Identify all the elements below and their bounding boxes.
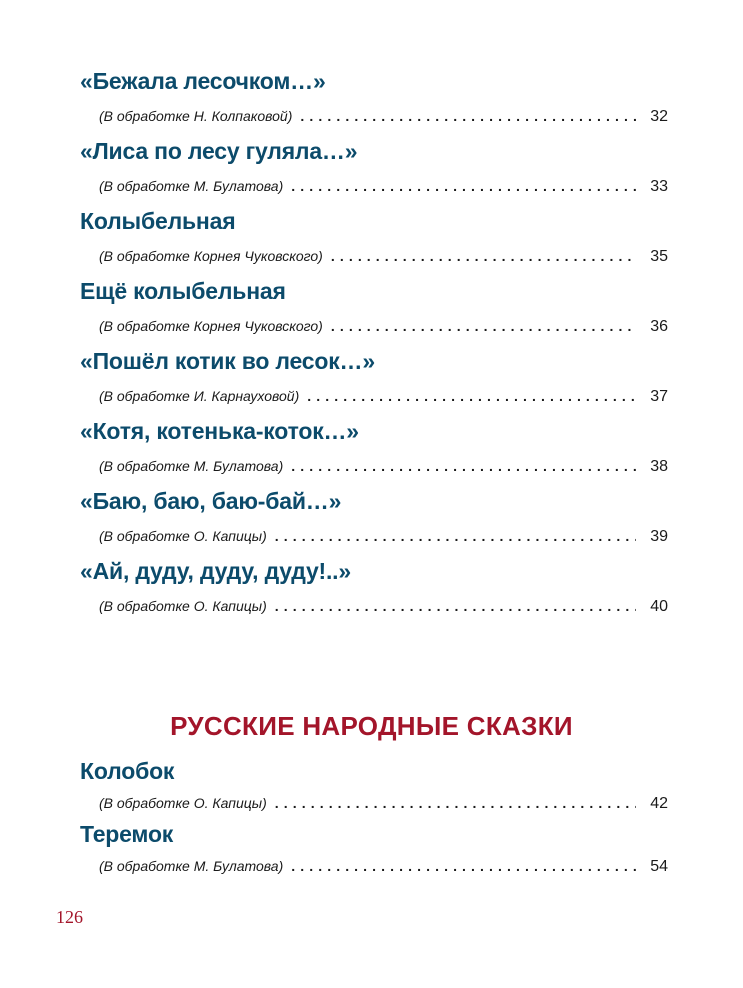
toc-entry[interactable] <box>80 756 668 819</box>
toc-entry-page: 37 <box>650 388 668 405</box>
toc-entry-line <box>80 787 668 819</box>
dot-leader <box>331 308 636 344</box>
dot-leader <box>275 787 636 819</box>
dot-leader <box>275 518 636 554</box>
toc-entry-line <box>80 448 668 484</box>
toc-entry-title: «Лиса по лесу гуляла…» <box>80 138 358 164</box>
toc-entry-credit: (В обработке М. Булатова) <box>99 858 284 874</box>
toc-entry-credit: (В обработке О. Капицы) <box>99 528 267 544</box>
dot-leader <box>291 448 636 484</box>
toc-entry-title: «Ай, дуду, дуду, дуду!..» <box>80 558 351 584</box>
toc-entry-credit: (В обработке И. Карнауховой) <box>99 388 300 404</box>
dot-leader <box>291 168 636 204</box>
toc-entry-line <box>80 588 668 624</box>
dot-leader <box>307 378 636 414</box>
toc-entry-title: Ещё колыбельная <box>80 278 286 304</box>
toc-entry[interactable] <box>80 204 668 274</box>
toc-entry-page: 36 <box>650 318 668 335</box>
toc-entry-page: 33 <box>650 178 668 195</box>
toc-entry-credit: (В обработке О. Капицы) <box>99 598 267 614</box>
dot-leader <box>291 850 636 882</box>
toc-entry[interactable] <box>80 819 668 882</box>
toc-entry-page: 54 <box>650 858 668 875</box>
toc-entry-title: Колобок <box>80 758 175 784</box>
toc-entry[interactable] <box>80 554 668 624</box>
toc-entry-page: 32 <box>650 108 668 125</box>
toc-entry-credit: (В обработке М. Булатова) <box>99 458 284 474</box>
toc-entry-title: «Баю, баю, баю-бай…» <box>80 488 342 514</box>
toc-entry-title: «Бежала лесочком…» <box>80 68 326 94</box>
page-number: 126 <box>56 907 83 927</box>
section-heading: РУССКИЕ НАРОДНЫЕ СКАЗКИ <box>170 711 573 741</box>
toc-entry-credit: (В обработке Н. Колпаковой) <box>99 108 293 124</box>
toc-entry-page: 35 <box>650 248 668 265</box>
toc-entry-credit: (В обработке Корнея Чуковского) <box>99 318 323 334</box>
toc-entry[interactable] <box>80 64 668 134</box>
toc-entry[interactable] <box>80 484 668 554</box>
toc-entry-line <box>80 238 668 274</box>
toc-entry[interactable] <box>80 274 668 344</box>
dot-leader <box>275 588 636 624</box>
toc-list-bottom <box>80 756 668 882</box>
toc-entry-line <box>80 850 668 882</box>
toc-entry-page: 40 <box>650 598 668 615</box>
toc-entry-line <box>80 308 668 344</box>
toc-entry-page: 39 <box>650 528 668 545</box>
toc-entry[interactable] <box>80 414 668 484</box>
toc-list-top <box>80 64 668 624</box>
toc-entry-line <box>80 378 668 414</box>
toc-entry-title: Колыбельная <box>80 208 236 234</box>
toc-entry-line <box>80 98 668 134</box>
toc-entry-title: «Котя, котенька-коток…» <box>80 418 359 444</box>
toc-entry-credit: (В обработке М. Булатова) <box>99 178 284 194</box>
dot-leader <box>331 238 636 274</box>
dot-leader <box>300 98 636 134</box>
toc-entry[interactable] <box>80 344 668 414</box>
toc-entry-title: «Пошёл котик во лесок…» <box>80 348 375 374</box>
toc-entry-credit: (В обработке О. Капицы) <box>99 795 267 811</box>
toc-entry-title: Теремок <box>80 821 174 847</box>
toc-entry-credit: (В обработке Корнея Чуковского) <box>99 248 323 264</box>
toc-entry-page: 42 <box>650 795 668 812</box>
toc-entry[interactable] <box>80 134 668 204</box>
toc-entry-page: 38 <box>650 458 668 475</box>
toc-entry-line <box>80 518 668 554</box>
toc-entry-line <box>80 168 668 204</box>
